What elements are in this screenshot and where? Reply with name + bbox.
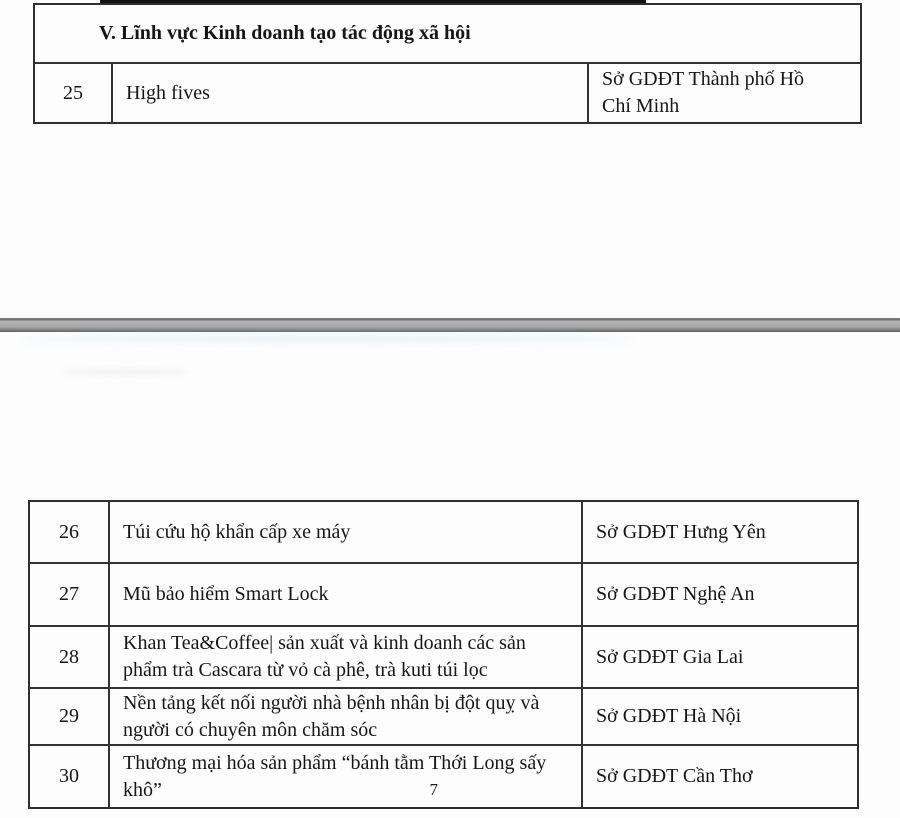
unit-cell: Sở GDĐT Nghệ An [583, 564, 857, 627]
section-header-cell [35, 5, 860, 64]
unit-cell: Sở GDĐT Gia Lai [583, 627, 857, 689]
page-break-separator [0, 318, 900, 332]
project-name-cell: Thương mại hóa sản phẩm “bánh tằm Thới Long sấy khô” [110, 746, 583, 807]
unit-cell: Sở GDĐT Cần Thơ [596, 765, 753, 787]
unit-cell: Sở GDĐT Thành phố Hồ Chí Minh [602, 68, 805, 117]
row-number-cell: 27 [30, 564, 110, 627]
row-number-cell: 29 [30, 689, 110, 746]
projects-table-page-7 [28, 500, 859, 809]
page-previous-bottom [0, 0, 900, 318]
unit-cell: Sở GDĐT Hưng Yên [583, 502, 857, 564]
impact-business-table [33, 3, 862, 124]
project-name-cell: Mũ bảo hiểm Smart Lock [110, 564, 583, 627]
project-name-cell: High fives [113, 64, 589, 122]
row-number-cell: 26 [30, 502, 110, 564]
project-name-cell: Túi cứu hộ khẩn cấp xe máy [110, 502, 583, 564]
page-number: 7 [429, 780, 439, 799]
row-number-cell: 28 [30, 627, 110, 689]
row-number-cell: 30 [30, 746, 110, 807]
project-name-cell: Nền tảng kết nối người nhà bệnh nhân bị đột quỵ và người có chuyên môn chăm sóc [110, 689, 583, 746]
row-number-cell: 25 [35, 64, 113, 122]
project-name-cell: Khan Tea&Coffee| sản xuất và kinh doanh các sản phẩm trà Cascara từ vỏ cà phê, trà kuti túi lọc [110, 627, 583, 689]
section-header: V. Lĩnh vực Kinh doanh tạo tác động xã hội [99, 22, 471, 44]
unit-cell: Sở GDĐT Hà Nội [583, 689, 857, 746]
